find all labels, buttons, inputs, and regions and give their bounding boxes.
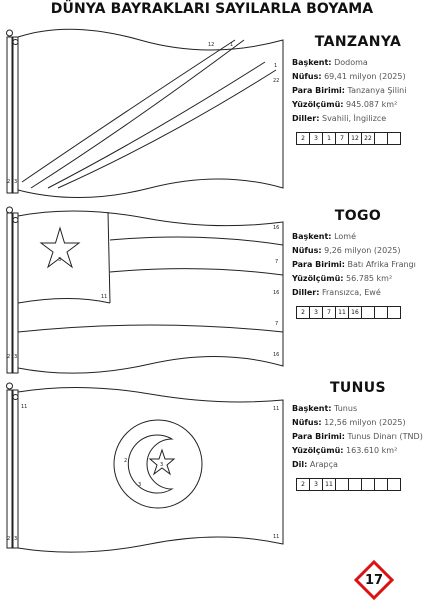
togo-region-number: 7 <box>275 321 279 327</box>
color-number-box[interactable] <box>374 478 388 491</box>
info-row-population: Nüfus: 12,56 milyon (2025) <box>292 418 406 427</box>
info-row-languages: Diller: Fransızca, Ewé <box>292 288 381 297</box>
color-number-box[interactable] <box>361 478 375 491</box>
color-number-box[interactable]: 11 <box>335 306 349 319</box>
tanzania-region-number: 12 <box>208 42 215 48</box>
tanzania-info-panel <box>292 34 424 145</box>
pole-region-number: 3 <box>14 179 18 185</box>
info-row-capital: Başkent: Dodoma <box>292 58 368 67</box>
color-number-box[interactable]: 3 <box>309 132 323 145</box>
info-row-area: Yüzölçümü: 945.087 km² <box>292 100 398 109</box>
pole-region-number: 2 <box>7 179 11 185</box>
togo-flag <box>18 211 283 373</box>
color-number-box[interactable]: 16 <box>348 306 362 319</box>
pole-region-number: 2 <box>7 536 11 542</box>
color-number-box[interactable]: 12 <box>348 132 362 145</box>
flag-pole-2 <box>7 207 19 373</box>
info-row-languages: Diller: Svahili, İngilizce <box>292 114 387 123</box>
color-number-boxes <box>296 478 424 491</box>
page-title: DÜNYA BAYRAKLARI SAYILARLA BOYAMA <box>50 1 374 17</box>
color-number-box[interactable]: 11 <box>322 478 336 491</box>
country-name: TANZANYA <box>314 34 402 50</box>
info-row-currency: Para Birimi: Tunus Dinarı (TND) <box>292 432 423 441</box>
tunisia-region-number: 11 <box>273 406 280 412</box>
page-number: 17 <box>364 573 384 588</box>
togo-region-number: 7 <box>275 259 279 265</box>
info-row-currency: Para Birimi: Batı Afrika Frangı <box>292 260 416 269</box>
flag-pole-1 <box>7 30 19 193</box>
info-row-area: Yüzölçümü: 56.785 km² <box>292 274 393 283</box>
info-row-area: Yüzölçümü: 163.610 km² <box>292 446 398 455</box>
tunisia-region-number: 11 <box>273 534 280 540</box>
info-row-capital: Başkent: Tunus <box>292 404 358 413</box>
pole-region-number: 3 <box>14 536 18 542</box>
flag-pole-3 <box>7 383 19 548</box>
tanzania-region-number: 22 <box>273 78 280 84</box>
color-number-box[interactable] <box>387 132 401 145</box>
tanzania-region-number: 1 <box>274 63 278 69</box>
color-number-box[interactable]: 2 <box>296 132 310 145</box>
color-number-box[interactable] <box>374 306 388 319</box>
togo-info-panel <box>292 208 424 319</box>
togo-region-number: 16 <box>273 225 280 231</box>
color-number-box[interactable]: 2 <box>296 478 310 491</box>
color-number-box[interactable]: 2 <box>296 306 310 319</box>
color-number-boxes <box>296 132 424 145</box>
color-number-boxes <box>296 306 424 319</box>
togo-region-number: 16 <box>273 290 280 296</box>
tanzania-region-number: 1 <box>230 42 234 48</box>
color-number-box[interactable]: 22 <box>361 132 375 145</box>
color-number-box[interactable]: 7 <box>335 132 349 145</box>
tunisia-region-number: 2 <box>124 458 128 464</box>
country-name: TUNUS <box>329 380 387 396</box>
pole-region-number: 3 <box>14 354 18 360</box>
color-number-box[interactable] <box>335 478 349 491</box>
pole-region-number: 2 <box>7 354 11 360</box>
info-row-capital: Başkent: Lomé <box>292 232 356 241</box>
color-number-box[interactable] <box>348 478 362 491</box>
togo-region-number: 11 <box>101 294 108 300</box>
tanzania-flag <box>18 29 283 197</box>
color-number-box[interactable] <box>387 478 401 491</box>
color-number-box[interactable]: 7 <box>322 306 336 319</box>
togo-region-number: 16 <box>273 352 280 358</box>
country-name: TOGO <box>334 208 382 224</box>
color-number-box[interactable]: 3 <box>309 306 323 319</box>
color-number-box[interactable]: 3 <box>309 478 323 491</box>
color-number-box[interactable]: 1 <box>322 132 336 145</box>
color-number-box[interactable] <box>387 306 401 319</box>
info-row-population: Nüfus: 69,41 milyon (2025) <box>292 72 406 81</box>
color-number-box[interactable] <box>361 306 375 319</box>
info-row-population: Nüfus: 9,26 milyon (2025) <box>292 246 401 255</box>
color-number-box[interactable] <box>374 132 388 145</box>
tunisia-region-number: 11 <box>21 404 28 410</box>
info-row-languages: Dil: Arapça <box>292 460 338 469</box>
togo-region-number: 3 <box>58 257 62 263</box>
info-row-currency: Para Birimi: Tanzanya Şilini <box>292 86 407 95</box>
tunisia-flag <box>18 387 283 552</box>
tunisia-region-number: 3 <box>138 482 142 488</box>
tunisia-info-panel <box>292 380 424 491</box>
tunisia-region-number: 3 <box>160 462 164 468</box>
